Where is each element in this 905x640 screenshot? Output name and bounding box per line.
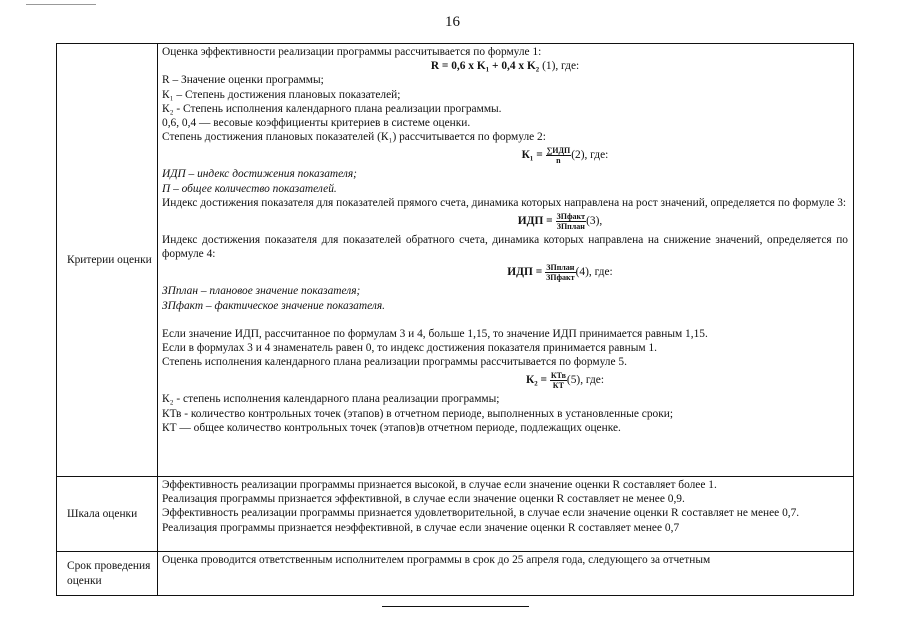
spacer — [162, 313, 848, 327]
formula2-numerator: ∑ИДП — [546, 146, 571, 156]
formula-2 — [162, 144, 848, 167]
formula2-fraction — [546, 146, 572, 165]
zero-rule: Если в формулах 3 и 4 знаменатель равен 0, то индекс достижения показателя принимается равным 1. — [162, 342, 658, 355]
k1-intro: Степень достижения плановых показателей (К₁) рассчитывается по формуле 2: — [162, 131, 546, 144]
formula-5 — [162, 369, 848, 392]
formula4-numerator: ЗПплан — [546, 263, 575, 273]
formula3-numerator: ЗПфакт — [556, 212, 586, 222]
reverse-index-intro: Индекс достижения показателя для показателей обратного счета, динамика которых направлена на снижение значений, определяется по формуле 4: — [162, 234, 848, 261]
criteria-row — [57, 44, 854, 477]
formula5-lhs: К₂ = — [525, 374, 547, 387]
formula2-number: (2), где: — [571, 149, 609, 162]
def-ktv: КТв - количество контрольных точек (этапов) в отчетном периоде, выполненных в установленные сроки; — [162, 407, 674, 420]
formula1-intro: Оценка эффективности реализации программы рассчитывается по формуле 1: — [162, 46, 542, 58]
formula3-number: (3), — [586, 215, 603, 228]
formula5-fraction — [550, 371, 567, 390]
formula-3 — [162, 210, 848, 233]
deadline-row — [57, 552, 854, 596]
k2-intro: Степень исполнения календарного плана реализации программы рассчитывается по формуле 5. — [162, 356, 627, 369]
deadline-text: Оценка проводится ответственным исполнителем программы в срок до 25 апреля года, следующего за отчетным — [162, 554, 711, 566]
formula5-denominator: КТ — [552, 381, 564, 391]
def-zp-fact: ЗПфакт – фактическое значение показателя. — [162, 299, 385, 312]
def-kt: КТ — общее количество контрольных точек (этапов)в отчетном периоде, подлежащих оценке. — [162, 421, 621, 434]
scale-ineffective: Реализация программы признается неэффективной, в случае если значение оценки R составляет менее 0,7 — [162, 521, 680, 534]
formula4-fraction — [545, 263, 576, 282]
formula2-lhs: К₁ = — [521, 149, 543, 162]
bottom-rule — [382, 606, 529, 607]
formula3-denominator: ЗПплан — [556, 222, 585, 232]
page-number: 16 — [445, 14, 460, 30]
weights-text: 0,6, 0,4 — весовые коэффициенты критериев в системе оценки. — [162, 117, 471, 130]
formula-4 — [162, 261, 848, 284]
scale-effective: Реализация программы признается эффективной, в случае если значение оценки R составляет не менее 0,9. — [162, 493, 685, 506]
formula4-lhs: ИДП = — [507, 266, 543, 279]
def-p: П – общее количество показателей. — [162, 182, 337, 195]
def-k2: К₂ - Степень исполнения календарного плана реализации программы. — [162, 102, 502, 115]
def-zp-plan: ЗПплан – плановое значение показателя; — [162, 285, 361, 298]
formula4-denominator: ЗПфакт — [546, 273, 575, 283]
scale-row — [57, 477, 854, 552]
def-k1: К₁ – Степень достижения плановых показателей; — [162, 88, 401, 101]
scale-content — [158, 477, 854, 552]
formula3-fraction — [556, 212, 587, 231]
formula1-expression: R = 0,6 x K₁ + 0,4 x K₂ — [430, 60, 540, 73]
def-k2-calendar: К₂ - степень исполнения календарного плана реализации программы; — [162, 393, 500, 406]
formula5-numerator: КТв — [550, 371, 566, 381]
criteria-label: Критерии оценки — [57, 44, 158, 477]
formula1-number: (1), где: — [542, 60, 580, 73]
formula3-lhs: ИДП = — [517, 215, 553, 228]
scan-edge-line — [26, 4, 96, 5]
evaluation-table — [56, 43, 854, 596]
cap-rule: Если значение ИДП, рассчитанное по формулам 3 и 4, больше 1,15, то значение ИДП принимается равным 1,15. — [162, 327, 708, 340]
criteria-content — [158, 44, 854, 477]
formula-1 — [162, 59, 848, 73]
scale-high: Эффективность реализации программы признается высокой, в случае если значение оценки R составляет более 1. — [162, 479, 717, 491]
def-idp: ИДП – индекс достижения показателя; — [162, 168, 357, 181]
deadline-content — [158, 552, 854, 596]
direct-index-intro: Индекс достижения показателя для показателей прямого счета, динамика которых направлена на рост значений, определяется по формуле 3: — [162, 196, 847, 209]
def-r: R – Значение оценки программы; — [162, 74, 324, 87]
formula2-denominator: n — [556, 156, 561, 166]
deadline-label: Срок проведения оценки — [57, 552, 158, 596]
formula4-number: (4), где: — [575, 266, 613, 279]
formula5-number: (5), где: — [566, 374, 605, 387]
scale-label: Шкала оценки — [57, 477, 158, 552]
scale-satisfactory: Эффективность реализации программы признается удовлетворительной, в случае если значение оценки R составляет не менее 0,7. — [162, 507, 800, 520]
